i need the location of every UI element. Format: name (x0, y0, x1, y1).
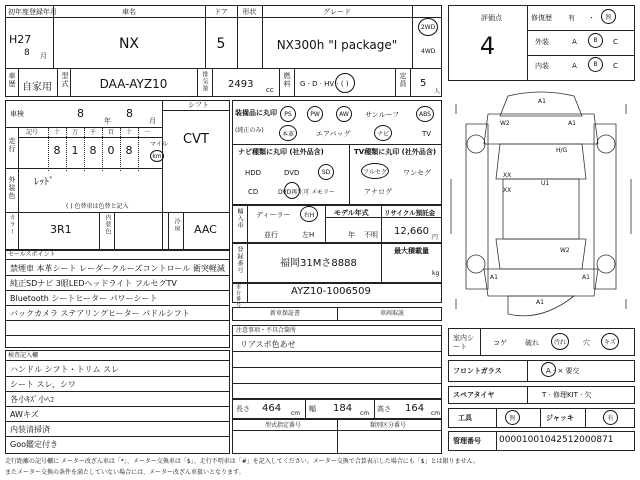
sales-point-line: 純正SDナビ 3眼LEDヘッドライト フルセグTV (10, 279, 177, 288)
damage-label: W2 (500, 120, 510, 127)
navi-dvd-play: DVD再生可 (278, 189, 310, 196)
mileage-label: 走行 (8, 137, 16, 153)
exterior-grade-c: C (613, 38, 618, 46)
equip-abs: ABS (416, 106, 434, 122)
inspection-year-unit: 年 (104, 117, 111, 125)
score-label: 評価点 (481, 14, 502, 22)
displacement-label: 排気量 (201, 71, 208, 92)
max-load-unit: kg (432, 270, 440, 277)
class-number-label: 類別区分番号 (370, 422, 407, 429)
tv-type-title: TV種類に丸印 (社外品含) (354, 148, 437, 156)
aircon-label: 冷房 (173, 218, 180, 232)
mileage-digit: 8 (53, 144, 61, 157)
exterior-color-value: ﾚｯﾄﾞ (34, 177, 54, 188)
digit-label-1: 十 (54, 129, 61, 136)
color-code-label: カラー (8, 214, 15, 235)
sheet-dirt-circled: 汚れ (551, 333, 569, 350)
damage-label: A1 (490, 274, 498, 281)
digit-label-0: 記号 (26, 129, 39, 136)
mileage-digit: 8 (89, 144, 97, 157)
model-label: 型式 (61, 72, 69, 88)
equip-navi: ナビ (374, 125, 392, 141)
equip-tv: TV (422, 130, 432, 138)
repair-label: 修復歴 (531, 14, 552, 22)
sheet-burn: コゲ (493, 339, 507, 347)
navi-dvd: DVD (284, 169, 300, 177)
displacement-value: 2493 (228, 79, 254, 90)
car-name-label: 車名 (122, 8, 136, 16)
damage-label: U1 (541, 180, 550, 187)
doors-label: ドア (214, 8, 228, 16)
damage-label: A1 (568, 120, 576, 127)
drive-4wd: 4WD (421, 48, 436, 55)
notes-block (232, 325, 442, 399)
digit-label-2: 万 (72, 129, 79, 136)
color-change-note: ( ) 色替車は色替と記入 (66, 203, 129, 210)
glass-options: A · × 要交 (546, 367, 580, 375)
inspector-report-line: AWキズ (10, 410, 39, 419)
car-name: NX (118, 36, 140, 52)
damage-label: W2 (560, 247, 570, 254)
equipment-title: 装備品に丸印 (235, 109, 277, 117)
month-unit: 月 (40, 52, 47, 60)
doors-value: 5 (216, 36, 226, 52)
first-reg-label: 初年度登録年月 (8, 8, 57, 16)
sales-point-line: Bluetooth シートヒーター パワーシート (10, 294, 158, 303)
length-value: 464 (262, 403, 282, 414)
shift-label: シフト (188, 101, 209, 109)
notes-label: 注意事項・不具合箇所 (236, 327, 297, 334)
tv-fullseg: フルセグ (361, 163, 389, 179)
height-label: 高さ (377, 405, 391, 413)
model-year-unknown: 不明 (364, 231, 378, 239)
drive-2wd-circled: 2WD (418, 18, 438, 36)
damage-label: A1 (536, 299, 544, 306)
inspection-label: 車検 (10, 110, 24, 118)
jack-has-circled: 有 (603, 410, 618, 425)
width-label: 幅 (309, 405, 316, 413)
digit-label-4: 百 (108, 129, 115, 136)
exterior-grade-label: 外装 (535, 38, 549, 46)
inspection-month: 8 (126, 107, 133, 120)
model-value: DAA-AYZ10 (99, 77, 168, 91)
tools-none-circled: 無 (505, 410, 520, 425)
car-damage-diagram (448, 84, 635, 326)
color-code-value: 3R1 (50, 223, 72, 236)
mileage-digit: 0 (107, 144, 115, 157)
management-number: 00001001042512000871 (499, 435, 614, 445)
equip-airbag: エアバッグ (316, 130, 351, 138)
equipment-subtitle: (純正のみ) (235, 127, 264, 134)
management-label: 管理番号 (453, 437, 481, 445)
damage-label: XX (503, 172, 512, 179)
import-dealer: ディーラー (256, 211, 291, 219)
sales-points-label: セールスポイント (8, 251, 56, 258)
interior-color-label: 内装色 (104, 214, 111, 235)
sheet-tear: 破れ (525, 339, 539, 347)
use-label: 車歴 (8, 72, 16, 88)
length-unit: cm (291, 410, 301, 417)
shift-value: CVT (183, 132, 209, 147)
chassis-number: AYZ10-1006509 (291, 286, 371, 297)
glass-a-circle (541, 362, 556, 377)
height-unit: cm (431, 410, 441, 417)
height-value: 164 (405, 403, 425, 414)
equip-leather: 本革 (279, 125, 297, 141)
width-unit: cm (360, 410, 370, 417)
grade-value: NX300h "I package" (276, 38, 398, 52)
fuel-options: G · D · HV · ( ) (300, 80, 349, 88)
sales-point-line: 禁煙車 本革シート レーダークルーズコントロール 衛突軽減 (10, 264, 225, 273)
repair-none-circled: 無 (601, 9, 616, 24)
model-year-label: モデル年式 (334, 209, 369, 217)
exterior-grade-a: A (572, 38, 577, 46)
interior-grade-c: C (613, 62, 618, 70)
capacity-value: 5 (420, 78, 427, 89)
tv-analog: アナログ (364, 188, 392, 196)
mileage-digit: 1 (71, 144, 79, 157)
inspector-report-line: 各小ｷｽﾞ小ﾍｺ (10, 395, 54, 404)
first-reg-month: 8 (24, 48, 30, 58)
manual-label: 車両取説 (380, 310, 405, 317)
interior-grade-b-circled: B (588, 57, 603, 72)
registration-label: 登録番号 (236, 246, 243, 274)
digit-label-5: 十 (126, 129, 133, 136)
repair-yes: 有 (568, 14, 575, 22)
import-left-hand: 左H (302, 231, 315, 239)
score-value: 4 (479, 32, 496, 60)
length-label: 長さ (236, 405, 250, 413)
damage-label: A1 (538, 98, 546, 105)
unit-km-circled: km (150, 150, 164, 162)
navi-memory: メモリー (311, 189, 336, 196)
footer-line-2: またメーター交換の条件を満たしていない場合には、メーター改ざん車扱いとなります。 (5, 469, 245, 476)
shape-label: 形状 (242, 8, 257, 16)
capacity-label: 定員 (399, 72, 407, 88)
footer-line-1: 走行距離の記号欄に メーター改ざん車は「*」、メーター交換車は「$」、走行不明車は「#」を記入してください。メーター交換で合算表示した場合にも「$」とは限りません。 (5, 458, 479, 465)
equip-ps: PS (280, 106, 296, 122)
spare-options: T · 修理KIT · 欠 (542, 391, 592, 399)
car-outline-svg (448, 84, 635, 326)
import-label: 輸入車 (236, 208, 243, 229)
notes-text: リアスポ色あせ (240, 340, 296, 349)
type-designation-label: 型式指定番号 (265, 422, 302, 429)
interior-sheet-label: 室内シート (453, 334, 474, 351)
navi-hdd: HDD (245, 169, 262, 177)
fuel-hv-circle (335, 73, 355, 93)
navi-cd: CD (248, 188, 259, 196)
inspector-report-label: 検査記入欄 (8, 352, 39, 359)
damage-label: H/G (556, 147, 568, 154)
sales-point-line: バックカメラ ステアリングヒーター パドルシフト (10, 309, 190, 318)
first-reg-era: H27 (9, 33, 32, 46)
exterior-color-label: 外装色 (8, 176, 16, 200)
sheet-hole: 穴 (583, 339, 590, 347)
aircon-value: AAC (194, 223, 217, 236)
import-parallel: 並行 (264, 231, 278, 239)
recycle-label: リサイクル預託金 (384, 209, 436, 217)
navi-sd: SD (318, 164, 334, 180)
inspector-report-line: 内装清掃済 (10, 425, 50, 434)
recycle-unit: 円 (432, 234, 439, 241)
cc-unit: cc (266, 86, 274, 94)
use-value: 自家用 (22, 82, 52, 93)
inspector-report-line: Goo鑑定付き (10, 440, 58, 449)
tools-label: 工具 (458, 414, 472, 422)
new-car-warranty-label: 新車保証書 (270, 310, 301, 317)
mileage-digit: 8 (125, 144, 133, 157)
inspection-month-unit: 月 (149, 117, 156, 125)
equip-aw: AW (336, 106, 352, 122)
digit-label-6: 一 (144, 129, 151, 136)
unit-mile: マイル (150, 141, 168, 148)
inspector-report-line: シート スレ、シワ (10, 380, 76, 389)
inspector-report-line: ハンドル シフト・トリム スレ (10, 365, 120, 374)
navi-dvd-play-circle (284, 182, 300, 199)
import-right-hand: 右H (300, 206, 318, 222)
repair-sep: ・ (588, 14, 595, 22)
capacity-unit: 人 (434, 88, 441, 95)
digit-label-3: 千 (90, 129, 97, 136)
max-load-label: 最大積載量 (394, 247, 429, 255)
damage-label: A1 (582, 274, 590, 281)
sheet-scratch-circled: キズ (601, 333, 619, 350)
registration-number: 福岡31Mさ8888 (280, 258, 357, 269)
grade-label: グレード (323, 8, 351, 16)
exterior-grade-b-circled: B (588, 33, 603, 48)
model-year-year-unit: 年 (348, 231, 355, 239)
equip-sunroof: サンルーフ (365, 111, 400, 119)
interior-grade-label: 内装 (535, 62, 549, 70)
inspection-year: 8 (77, 107, 84, 120)
recycle-value: 12,660 (394, 226, 429, 237)
spare-label: スペアタイヤ (453, 391, 495, 399)
equip-pw: PW (307, 106, 323, 122)
interior-grade-a: A (572, 62, 577, 70)
navi-type-title: ナビ種類に丸印 (社外品含) (238, 148, 324, 156)
chassis-label: 車台番号 (235, 284, 241, 308)
damage-label: XX (503, 187, 512, 194)
width-value: 184 (333, 403, 353, 414)
fuel-label: 燃料 (283, 72, 291, 88)
jack-label: ジャッキ (546, 414, 574, 422)
glass-label: フロントガラス (453, 367, 502, 375)
tv-oneseg: ワンセグ (403, 169, 431, 177)
